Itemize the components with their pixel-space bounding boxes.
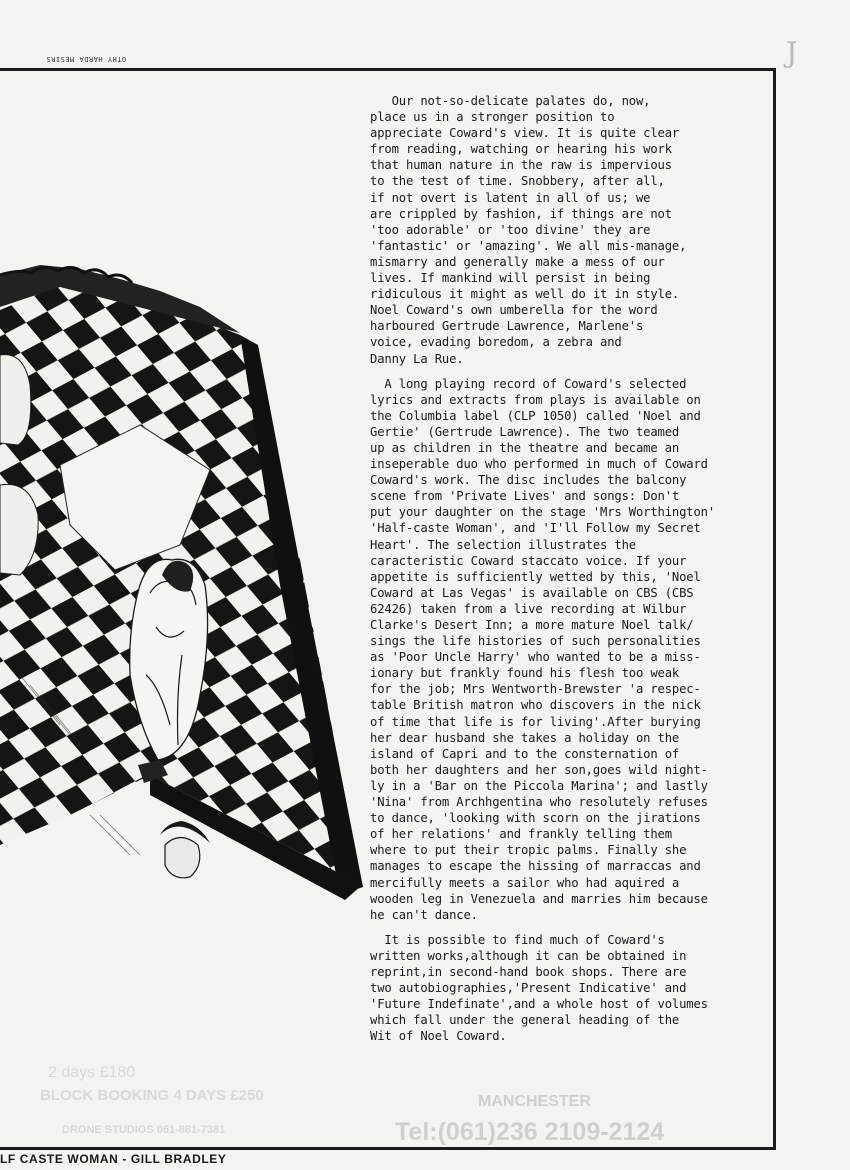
bleed-through-phone: Tel:(061)236 2109-2124 bbox=[395, 1118, 665, 1146]
bleed-through-days: 2 days £180 bbox=[48, 1064, 136, 1081]
checkerboard-illustration bbox=[0, 255, 365, 1055]
illustration-caption: LF CASTE WOMAN - GILL BRADLEY bbox=[0, 1152, 227, 1166]
article-body bbox=[370, 93, 770, 1044]
bleed-through-booking: BLOCK BOOKING 4 DAYS £250 bbox=[40, 1087, 264, 1104]
article-paragraph: Our not-so-delicate palates do, now, place us in a stronger position to appreciate Coward's view. It is quite clear from reading, watching or hearing his work that human nature in the raw is impervious to the test of time. Snobbery, after all, if not overt is latent in all of us; we are crippled by fashion, if things are not 'too adorable' or 'too divine' they are 'fantastic' or 'amazing'. We all mis-manage, mismarry and generally make a mess of our lives. If mankind will persist in being ridiculous it might as well do it in style. Noel Coward's own umberella for the word harboured Gertrude Lawrence, Marlene's voice, evading boredom, a zebra and Danny La Rue. bbox=[370, 94, 687, 366]
corner-mark: J bbox=[786, 36, 798, 69]
header-scribble: OTHY HARDA MESIRS bbox=[46, 55, 127, 63]
article-paragraph: It is possible to find much of Coward's written works,although it can be obtained in reprint,in second-hand book shops. There are two autobiographies,'Present Indicative' and 'Future Indefinate',and a whole host of volumes which fall under the general heading of the Wit of Noel Coward. bbox=[370, 932, 708, 1044]
bleed-through-city: MANCHESTER bbox=[478, 1093, 591, 1110]
bleed-through-studio: DRONE STUDIOS 061-881-7381 bbox=[62, 1124, 226, 1136]
article-paragraph: A long playing record of Coward's selected lyrics and extracts from plays is available on the Columbia label (CLP 1050) called 'Noel and Gertie' (Gertrude Lawrence). The two teamed up as children in the theatre and became an inseperable duo who performed in much of Coward Coward's work. The disc includes the balcony scene from 'Private Lives' and songs: Don't put your daughter on the stage 'Mrs Worthington' 'Half-caste Woman', and 'I'll Follow my Secret Heart'. The selection illustrates the caracteristic Coward staccato voice. If your appetite is sufficiently wetted by this, 'Noel Coward at Las Vegas' is available on CBS (CBS 62426) taken from a live recording at Wilbur Clarke's Desert Inn; a more mature Noel talk/ sings the life histories of such personalities as 'Poor Uncle Harry' who wanted to be a miss- ionary but frankly found his flesh too weak for the job; Mrs Wentworth-Brewster 'a respec- table British matron who discovers in the nick of time that life is for living'.After burying her dear husband she takes a holiday on the island of Capri and to the consternation of both her daughters and her son,goes wild night- ly in a 'Bar on the Piccola Marina'; and lastly 'Nina' from Archhgentina who resolutely refuses to dance, 'looking with scorn on the jirations of her relations' and frankly telling them where to put their tropic palms. Finally she manages to escape the hissing of marraccas and mercifully meets a sailor who had aquired a wooden leg in Venezuela and marries him because he can't dance. bbox=[370, 376, 715, 922]
